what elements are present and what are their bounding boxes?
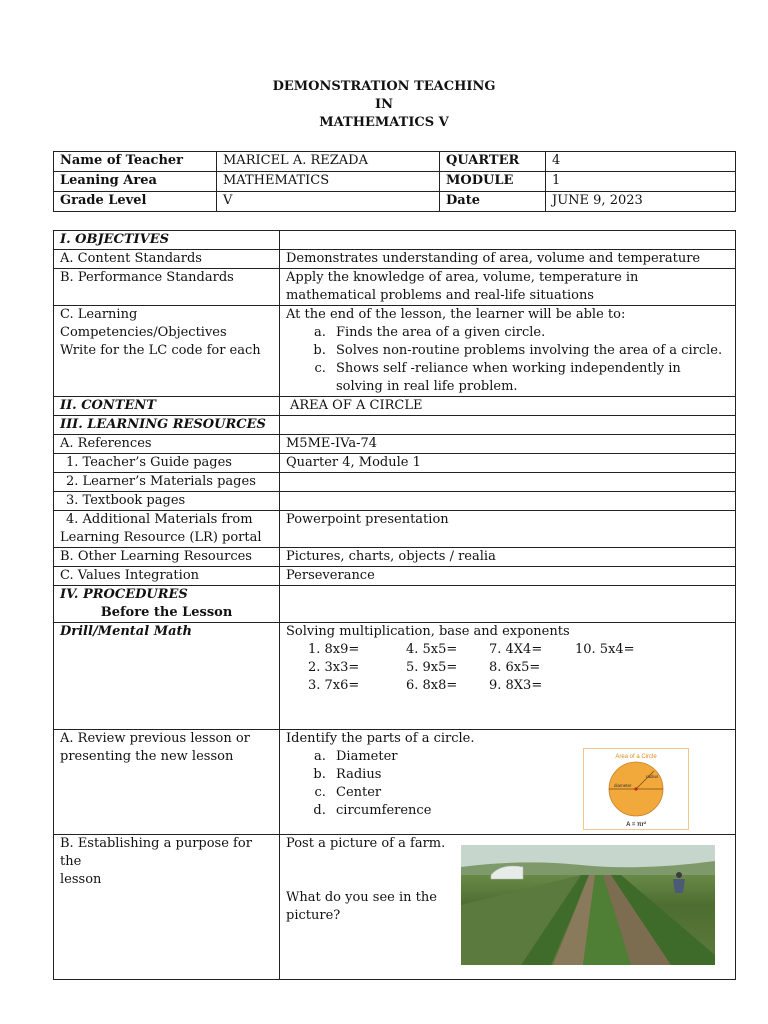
drill-item: 3. 7x6= <box>308 678 360 693</box>
area-value: MATHEMATICS <box>217 172 440 192</box>
competencies-label <box>54 306 280 397</box>
drill-item: 1. 8x9= <box>308 642 360 657</box>
additional-materials-value: Powerpoint presentation <box>280 511 736 548</box>
table-row <box>54 548 736 567</box>
content-standards-value: Demonstrates understanding of area, volume and temperature <box>280 250 736 269</box>
table-row <box>54 492 736 511</box>
table-row <box>54 835 736 980</box>
area-label: Leaning Area <box>54 172 217 192</box>
teachers-guide-value: Quarter 4, Module 1 <box>280 454 736 473</box>
circle-diagram <box>584 749 688 829</box>
title-line-1: DEMONSTRATION TEACHING <box>272 79 496 94</box>
drill-grid <box>286 641 729 695</box>
drill-intro: Solving multiplication, base and exponents <box>286 624 570 639</box>
drill-item: 8. 6x5= <box>489 660 541 675</box>
table-row <box>54 567 736 586</box>
table-row <box>54 473 736 492</box>
purpose-question-line: picture? <box>286 908 341 923</box>
performance-standards-value: Apply the knowledge of area, volume, temperature in mathematical problems and real-life situations <box>280 269 736 306</box>
quarter-value: 4 <box>546 152 736 172</box>
grade-value: V <box>217 192 440 212</box>
other-resources-label: B. Other Learning Resources <box>54 548 280 567</box>
additional-materials-label <box>54 511 280 548</box>
drill-content <box>280 623 736 730</box>
info-table <box>53 151 736 212</box>
farm-photo-art <box>461 845 715 965</box>
drill-label: Drill/Mental Math <box>54 623 280 730</box>
table-row <box>54 250 736 269</box>
date-value: JUNE 9, 2023 <box>546 192 736 212</box>
list-item: c. Center <box>330 784 729 802</box>
quarter-label: QUARTER <box>440 152 546 172</box>
content-heading: II. CONTENT <box>54 397 280 416</box>
teachers-guide-label: 1. Teacher’s Guide pages <box>54 454 280 473</box>
info-row <box>54 172 736 192</box>
radius-label: radius <box>646 774 659 779</box>
table-row <box>54 454 736 473</box>
drill-row <box>308 641 729 659</box>
formula-label: A = πr² <box>626 822 646 828</box>
table-row <box>54 623 736 730</box>
figure-title: Area of a Circle <box>615 754 657 760</box>
resources-heading: III. LEARNING RESOURCES <box>54 416 280 435</box>
review-intro: Identify the parts of a circle. <box>286 731 475 746</box>
list-item: d. circumference <box>330 802 729 820</box>
competencies-label-line: Competencies/Objectives <box>60 325 227 340</box>
list-item: c. Shows self -reliance when working independently in solving in real life problem. <box>330 360 729 396</box>
table-row <box>54 511 736 548</box>
module-value: 1 <box>546 172 736 192</box>
drill-item: 2. 3x3= <box>308 660 360 675</box>
title-line-2: IN <box>375 97 393 112</box>
table-row <box>54 269 736 306</box>
table-row <box>54 397 736 416</box>
diameter-label: diameter <box>614 783 632 788</box>
other-resources-value: Pictures, charts, objects / realia <box>280 548 736 567</box>
purpose-label-line: lesson <box>60 872 102 887</box>
drill-item: 5. 9x5= <box>406 660 458 675</box>
list-item: a. Finds the area of a given circle. <box>330 324 729 342</box>
content-value: AREA OF A CIRCLE <box>280 397 736 416</box>
references-label: A. References <box>54 435 280 454</box>
info-row <box>54 152 736 172</box>
list-item: b. Radius <box>330 766 729 784</box>
content-standards-label: A. Content Standards <box>54 250 280 269</box>
competencies-label-line: Write for the LC code for each <box>60 343 261 358</box>
purpose-question-line: What do you see in the <box>286 890 437 905</box>
textbook-label: 3. Textbook pages <box>54 492 280 511</box>
drill-row <box>308 659 729 677</box>
table-row <box>54 730 736 835</box>
review-content <box>280 730 736 835</box>
drill-item: 7. 4X4= <box>489 642 543 657</box>
table-row <box>54 416 736 435</box>
before-lesson-title: Before the Lesson <box>100 605 233 620</box>
page-title <box>0 78 768 132</box>
farmer <box>676 872 682 878</box>
competencies-label-line: C. Learning <box>60 307 138 322</box>
purpose-label-line: B. Establishing a purpose for the <box>60 836 252 869</box>
review-label <box>54 730 280 835</box>
objectives-heading: I. OBJECTIVES <box>54 231 280 250</box>
drill-row <box>308 677 729 695</box>
purpose-content <box>280 835 736 980</box>
teacher-value: MARICEL A. REZADA <box>217 152 440 172</box>
procedures-heading <box>54 586 280 623</box>
teacher-label: Name of Teacher <box>54 152 217 172</box>
competencies-value <box>280 306 736 397</box>
lesson-plan-table <box>53 230 736 980</box>
table-row <box>54 306 736 397</box>
competencies-list <box>286 324 729 396</box>
procedures-title: IV. PROCEDURES <box>60 587 188 602</box>
purpose-instruction: Post a picture of a farm. <box>286 836 446 851</box>
table-row <box>54 435 736 454</box>
farm-photo <box>461 845 715 965</box>
values-integration-label: C. Values Integration <box>54 567 280 586</box>
performance-standards-label: B. Performance Standards <box>54 269 280 306</box>
purpose-label <box>54 835 280 980</box>
competencies-intro: At the end of the lesson, the learner will be able to: <box>286 307 626 322</box>
area-of-circle-figure <box>583 748 689 830</box>
grade-label: Grade Level <box>54 192 217 212</box>
learners-materials-label: 2. Learner’s Materials pages <box>54 473 280 492</box>
references-value: M5ME-IVa-74 <box>280 435 736 454</box>
info-row <box>54 192 736 212</box>
drill-item: 10. 5x4= <box>575 642 635 657</box>
date-label: Date <box>440 192 546 212</box>
title-line-3: MATHEMATICS V <box>319 115 449 130</box>
drill-item: 6. 8x8= <box>406 678 458 693</box>
center-dot <box>634 787 637 790</box>
review-label-line: presenting the new lesson <box>60 749 234 764</box>
drill-item: 4. 5x5= <box>406 642 458 657</box>
additional-materials-line: Learning Resource (LR) portal <box>60 530 262 545</box>
table-row <box>54 231 736 250</box>
drill-item: 9. 8X3= <box>489 678 543 693</box>
list-item: a. Diameter <box>330 748 729 766</box>
values-integration-value: Perseverance <box>280 567 736 586</box>
list-item: b. Solves non-routine problems involving the area of a circle. <box>330 342 729 360</box>
review-label-line: A. Review previous lesson or <box>60 731 250 746</box>
table-row <box>54 586 736 623</box>
additional-materials-line: 4. Additional Materials from <box>66 512 253 527</box>
module-label: MODULE <box>440 172 546 192</box>
